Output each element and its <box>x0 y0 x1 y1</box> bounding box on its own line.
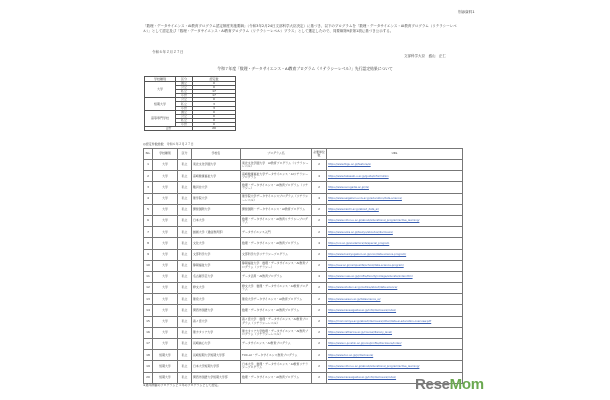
logo-main: Rese <box>415 376 450 393</box>
summary-category-cell: 私立 <box>176 90 193 94</box>
table-row <box>144 316 463 327</box>
row-url[interactable]: https://www.shubun.ac.jp/outline/about/data-science/ <box>327 283 463 294</box>
row-school-type: 大学 <box>153 327 178 338</box>
signer: 文部科学大臣 盛山 正仁 <box>404 54 446 58</box>
row-credits: 2 <box>312 283 327 294</box>
row-school-name: 聖泉大学 <box>192 294 241 305</box>
row-school-type: 大学 <box>153 238 178 249</box>
summary-type-cell: 短期大学 <box>145 98 176 110</box>
row-credits: 2 <box>312 294 327 305</box>
issue-date: 令和６年２月２７日 <box>152 50 184 54</box>
row-program-name: 数理・データサイエンス・AI教育プログラム <box>241 305 312 316</box>
row-school-name: 修文大学 <box>192 283 241 294</box>
row-url[interactable]: https://www.n-junshin.ac.jp/univ/profile/disclosure/index/ <box>327 339 463 350</box>
row-category: 私立 <box>178 238 192 249</box>
table-row <box>144 182 463 193</box>
summary-count-cell: 0 <box>193 110 236 114</box>
intro-paragraph: 「数理・データサイエンス・AI教育プログラム認定制度実施要綱」（令和3年2月24日文部科学大臣決定）に基づき、以下のプログラムを「数理・データサイエンス・AI教育プログラム（リテラシーレベル）」として認定及び「数理・データサイエンス・AI教育プログラム（リテラシーレベル）プラス」として選定したので、同要綱第9条第1項に基づき公示する。 <box>143 24 457 34</box>
row-school-name: 長崎純心大学 <box>192 339 241 350</box>
table-row <box>144 305 463 316</box>
row-program-name: TUC-AI・データサイエンス教育プログラム <box>241 350 312 361</box>
summary-category-cell: 小計 <box>176 94 193 98</box>
row-no: 7 <box>144 227 153 238</box>
row-credits: 4 <box>312 238 327 249</box>
row-credits: 2 <box>312 339 327 350</box>
row-program-name: データサイエンス入門 <box>241 227 312 238</box>
row-no: 20 <box>144 372 153 383</box>
row-program-name: 聖泉大学データサイエンス・AI教育プログラム <box>241 294 312 305</box>
summary-count-cell: 17 <box>193 90 236 94</box>
row-no: 2 <box>144 171 153 182</box>
row-credits: 2 <box>312 327 327 338</box>
document-title: 令和７年度「数理・データサイエンス・AI教育プログラム（リテラシーレベル）」先行認定結果について <box>217 66 393 71</box>
row-url[interactable]: https://www.surugadai.ac.jp/ds/ <box>327 182 463 193</box>
summary-header-cell: 学校種別 <box>145 77 176 82</box>
table-row <box>144 339 463 350</box>
row-category: 私立 <box>178 204 192 215</box>
row-program-name: データ活用・AI教育プログラム <box>241 271 312 282</box>
row-school-name: 日本大学 <box>192 215 241 226</box>
resemom-logo <box>415 376 484 393</box>
row-program-name: 東北文化学園大学 AI教育プログラム（リテラシーレベル） <box>241 160 312 171</box>
table-row <box>144 283 463 294</box>
summary-total-label: 合計 <box>145 127 193 131</box>
table-row <box>144 193 463 204</box>
row-school-type: 大学 <box>153 182 178 193</box>
row-category: 私立 <box>178 171 192 182</box>
row-url[interactable]: https://www.kansaigaidai.ac.jp/info/disclosure/index/ <box>327 305 463 316</box>
row-program-name: データサイエンス・AI教育プログラム <box>241 339 312 350</box>
row-no: 11 <box>144 271 153 282</box>
summary-category-cell: 私立 <box>176 118 193 122</box>
summary-type-cell: 高等専門学校 <box>145 110 176 126</box>
row-no: 8 <box>144 238 153 249</box>
row-category: 私立 <box>178 182 192 193</box>
row-school-type: 大学 <box>153 249 178 260</box>
row-program-name: 静岡福祉大学 数理・データサイエンス・AI教育プログラム（リテラシー） <box>241 260 312 271</box>
row-category: 私立 <box>178 193 192 204</box>
row-no: 15 <box>144 316 153 327</box>
summary-category-cell: 国立 <box>176 82 193 86</box>
row-school-type: 大学 <box>153 316 178 327</box>
row-no: 9 <box>144 249 153 260</box>
header-no: No. <box>144 149 153 160</box>
summary-category-cell: 国立 <box>176 110 193 114</box>
table-row <box>144 204 463 215</box>
row-url[interactable]: https://www.tbgu.ac.jp/feature/ai <box>327 160 463 171</box>
summary-as-of: ◎認定件数総数 令和６年２月２７日 <box>143 142 194 146</box>
row-url[interactable]: https://suw.ac.jp/campuslife/school/data-science-program/ <box>327 260 463 271</box>
table-row <box>144 361 463 372</box>
summary-count-cell: 0 <box>193 122 236 126</box>
row-credits: 2 <box>312 182 327 193</box>
row-no: 16 <box>144 327 153 338</box>
row-program-name: 森ノ宮大学 数理・データサイエンス・AI教育プログラム（リテラシーレベル） <box>241 316 312 327</box>
row-credits: 2 <box>312 361 327 372</box>
row-school-type: 大学 <box>153 215 178 226</box>
row-program-name: 聖カタリナ大学数理・データサイエンス・AI教育プログラム（リテラシーレベル） <box>241 327 312 338</box>
row-no: 1 <box>144 160 153 171</box>
row-no: 4 <box>144 193 153 204</box>
table-row <box>144 171 463 182</box>
row-url[interactable]: https://www.tuc.ac.jp/jc/disclosure/ <box>327 350 463 361</box>
row-credits: 2 <box>312 316 327 327</box>
table-row <box>144 215 463 226</box>
table-row <box>144 327 463 338</box>
list-body <box>144 160 463 384</box>
table-row <box>144 249 463 260</box>
table-row <box>144 260 463 271</box>
row-category: 私立 <box>178 283 192 294</box>
summary-total-row <box>145 127 236 131</box>
row-category: 私立 <box>178 260 192 271</box>
row-no: 19 <box>144 361 153 372</box>
row-school-name: 文化大学 <box>192 238 241 249</box>
summary-category-cell: 小計 <box>176 106 193 110</box>
header-school-name: 学校名 <box>192 149 241 160</box>
summary-count-cell: 17 <box>193 94 236 98</box>
summary-category-cell: 公立 <box>176 86 193 90</box>
row-school-type: 大学 <box>153 283 178 294</box>
row-credits: 2 <box>312 204 327 215</box>
row-url[interactable]: https://www.nuas.ac.jp/profile/faculty/college/educate/index.html <box>327 271 463 282</box>
summary-category-cell: 私立 <box>176 102 193 106</box>
summary-header-cell: 区分 <box>176 77 193 82</box>
certified-programs-table <box>143 148 463 384</box>
footnote: ※通年開催のプログラムと５年のプログラムとして認定。 <box>143 383 221 387</box>
row-no: 17 <box>144 339 153 350</box>
summary-category-cell: 公立 <box>176 114 193 118</box>
row-school-type: 短期大学 <box>153 350 178 361</box>
row-url[interactable]: https://www.soka.ac.jp/tsukyo/aboutus/disclosure/ <box>327 227 463 238</box>
summary-header-cell: 認定数 <box>193 77 236 82</box>
row-program-name: 文部科学大学リテラシープログラム <box>241 249 312 260</box>
summary-count-cell: 0 <box>193 98 236 102</box>
row-category: 私立 <box>178 350 192 361</box>
row-school-type: 大学 <box>153 260 178 271</box>
logo-accent: Mom <box>449 376 484 393</box>
row-no: 13 <box>144 294 153 305</box>
row-category: 私立 <box>178 305 192 316</box>
row-school-type: 大学 <box>153 204 178 215</box>
row-url[interactable]: https://www.nihon-u.ac.jp/about/educational_program/active_learning/ <box>327 215 463 226</box>
row-credits: 2 <box>312 305 327 316</box>
row-no: 6 <box>144 215 153 226</box>
table-row <box>144 227 463 238</box>
row-school-name: 東北文化学園大学 <box>192 160 241 171</box>
row-program-name: 開智国際・データサイエンス・AI教育プログラム <box>241 204 312 215</box>
summary-count-cell: 0 <box>193 86 236 90</box>
row-school-name: 名古屋学芸大学 <box>192 271 241 282</box>
table-row <box>144 294 463 305</box>
row-school-name: 静岡福祉大学 <box>192 260 241 271</box>
summary-count-cell: 0 <box>193 114 236 118</box>
row-school-type: 短期大学 <box>153 372 178 383</box>
summary-count-cell: 3 <box>193 102 236 106</box>
row-program-name: 聖学院大学データサイエンスプログラム（リテラシーレベル） <box>241 193 312 204</box>
summary-type-cell: 大学 <box>145 82 176 98</box>
row-credits: 2 <box>312 249 327 260</box>
row-category: 私立 <box>178 316 192 327</box>
summary-count-cell: 0 <box>193 82 236 86</box>
row-no: 12 <box>144 283 153 294</box>
row-school-name: 関西外国語大学 <box>192 305 241 316</box>
row-url[interactable]: https://uni.ac.jp/academics/ds/special_program <box>327 238 463 249</box>
row-school-type: 短期大学 <box>153 361 178 372</box>
row-school-type: 大学 <box>153 227 178 238</box>
row-credits: 4 <box>312 171 327 182</box>
header-category: 区分 <box>178 149 192 160</box>
row-no: 3 <box>144 182 153 193</box>
row-category: 私立 <box>178 160 192 171</box>
row-program-name: 数理・データサイエンス・AI教育プログラム（リテラシー） <box>241 182 312 193</box>
row-category: 私立 <box>178 294 192 305</box>
row-program-name: 数理・データサイエンス・AI教育リテラシープログラム <box>241 215 312 226</box>
summary-category-cell: 小計 <box>176 122 193 126</box>
table-row <box>144 160 463 171</box>
row-credits: 4 <box>312 271 327 282</box>
row-school-type: 大学 <box>153 305 178 316</box>
table-row <box>144 350 463 361</box>
row-category: 私立 <box>178 361 192 372</box>
row-school-type: 大学 <box>153 160 178 171</box>
row-credits: 2 <box>312 260 327 271</box>
row-school-name: 長崎短期大学短期大学部 <box>192 350 241 361</box>
summary-category-cell: 公立 <box>176 98 193 102</box>
header-program-name: プログラム名 <box>241 149 312 160</box>
row-school-name: 創価大学（通信教育部） <box>192 227 241 238</box>
row-credits: 2 <box>312 372 327 383</box>
row-url[interactable]: https://morinomiya.ac.jp/about/disclosure/other/data-ai-education-overview.pdf <box>327 316 463 327</box>
row-credits: 4 <box>312 193 327 204</box>
row-school-type: 大学 <box>153 171 178 182</box>
row-no: 18 <box>144 350 153 361</box>
row-school-name: 高崎健康福祉大学 <box>192 171 241 182</box>
header-url: URL <box>327 149 463 160</box>
row-url[interactable]: https://www.takasaki-u.ac.jp/guide/information <box>327 171 463 182</box>
row-url[interactable]: https://www.seisen.ac.jp/datascience_ai/ <box>327 294 463 305</box>
table-row <box>144 271 463 282</box>
row-school-name: 聖学院大学 <box>192 193 241 204</box>
row-school-name: 関西外国語大学短期大学部 <box>192 372 241 383</box>
row-url[interactable]: https://www.catherine.ac.jp/course/literacy_level/ <box>327 327 463 338</box>
summary-table <box>144 76 236 131</box>
row-category: 私立 <box>178 227 192 238</box>
row-no: 5 <box>144 204 153 215</box>
row-category: 私立 <box>178 215 192 226</box>
row-credits: 2 <box>312 160 327 171</box>
row-school-type: 大学 <box>153 271 178 282</box>
table-row <box>144 238 463 249</box>
row-school-type: 大学 <box>153 193 178 204</box>
row-url[interactable]: https://www.kaichi.ac.jp/about_data_ai/ <box>327 204 463 215</box>
row-category: 私立 <box>178 372 192 383</box>
row-no: 10 <box>144 260 153 271</box>
row-program-name: 日本大学 数理・データサイエンス・AI教育リテラシープログラム <box>241 361 312 372</box>
row-credits: 2 <box>312 215 327 226</box>
row-school-type: 大学 <box>153 294 178 305</box>
row-school-name: 森ノ宮大学 <box>192 316 241 327</box>
row-school-name: 文部科学大学 <box>192 249 241 260</box>
row-program-name: 修文大学 数理・データサイエンス・AI教育プログラム <box>241 283 312 294</box>
row-category: 私立 <box>178 249 192 260</box>
row-program-name: 数理・データサイエンス・AI教育プログラム <box>241 372 312 383</box>
row-school-name: 開智国際大学 <box>192 204 241 215</box>
row-url[interactable]: https://www.nihon-u.ac.jp/about/educational_program/active_learning/ <box>327 361 463 372</box>
summary-count-cell: 0 <box>193 118 236 122</box>
row-url[interactable]: https://www.seigakuin-univ.ac.jp/education/data-science/ <box>327 193 463 204</box>
row-url[interactable]: https://www.kansaigaidai.ac.jp/info/disclosure/index/ <box>327 372 463 383</box>
row-category: 私立 <box>178 327 192 338</box>
row-school-name: 駿河台大学 <box>192 182 241 193</box>
header-school-type: 学校種別 <box>153 149 178 160</box>
attachment-label: 別添資料1 <box>458 10 475 14</box>
row-category: 私立 <box>178 339 192 350</box>
row-credits: 2 <box>312 350 327 361</box>
row-credits: 2 <box>312 227 327 238</box>
row-school-name: 日本大学短期大学部 <box>192 361 241 372</box>
list-header-row <box>144 149 463 160</box>
row-school-type: 大学 <box>153 339 178 350</box>
row-school-name: 聖カタリナ大学 <box>192 327 241 338</box>
row-category: 私立 <box>178 271 192 282</box>
row-program-name: 数理・データサイエンス・AI教育プログラム <box>241 238 312 249</box>
header-credits: 必要単位数 <box>312 149 327 160</box>
row-program-name: 高崎健康福祉大学データサイエンス・AIリテラシープログラム <box>241 171 312 182</box>
row-url[interactable]: https://www.bunkyogakuin.ac.jp/univ/data-science-program/ <box>327 249 463 260</box>
summary-total-value: 20 <box>193 127 236 131</box>
row-no: 14 <box>144 305 153 316</box>
summary-count-cell: 3 <box>193 106 236 110</box>
